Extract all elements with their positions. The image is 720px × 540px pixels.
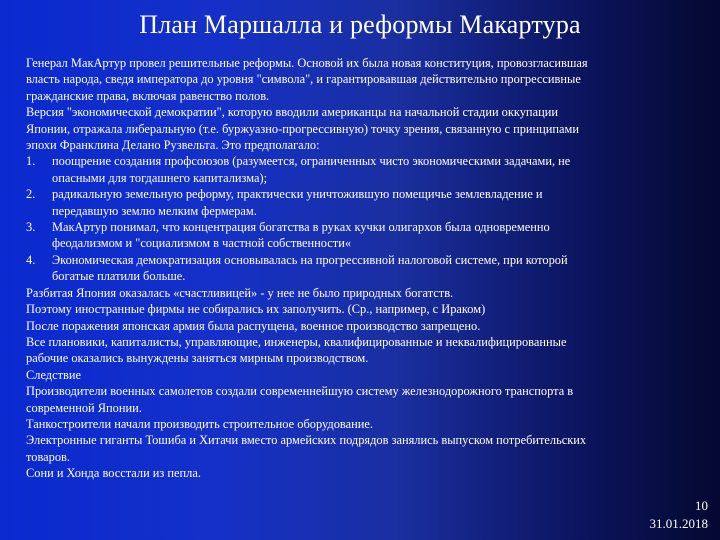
slide-title: План Маршалла и реформы Макартура	[139, 10, 581, 39]
body-line: эпохи Франклина Делано Рузвельта. Это предполагало:	[26, 138, 320, 153]
body-line: власть народа, сведя императора до уровня "символа", и гарантировавшая действительно прогрессивные	[26, 72, 581, 87]
body-line: рабочие оказались вынуждены заняться мирным производством.	[26, 351, 369, 366]
list-item	[26, 219, 706, 235]
list-number: 1.	[26, 154, 36, 169]
body-line: товаров.	[26, 449, 70, 464]
body-line: Электронные гиганты Тошиба и Хитачи вместо армейских подрядов занялись выпуском потребительских	[26, 433, 587, 448]
list-number: 3.	[26, 220, 36, 235]
body-line: Танкостроители начали производить строительное оборудование.	[26, 416, 373, 431]
body-line: Сони и Хонда восстали из пепла.	[26, 466, 201, 481]
body-line: Разбитая Япония оказалась «счастливицей» - у нее не было природных богатств.	[26, 285, 454, 300]
list-text: поощрение создания профсоюзов (разумеется, ограниченных чисто экономическими задачами, не	[52, 154, 571, 169]
body-line: гражданские права, включая равенство полов.	[26, 88, 270, 103]
body-line: современной Японии.	[26, 400, 142, 415]
slide-date: 31.01.2018	[649, 516, 708, 531]
list-continuation: передавшую землю мелким фермерам.	[52, 203, 257, 218]
slide-body	[26, 55, 706, 482]
list-item	[26, 186, 706, 202]
list-continuation: опасными для тогдашнего капитализма);	[52, 170, 268, 185]
list-text: МакАртур понимал, что концентрация богатства в руках кучки олигархов была одновременно	[52, 220, 550, 235]
list-text: Экономическая демократизация основывалась на прогрессивной налоговой системе, при которой	[52, 252, 568, 267]
list-item	[26, 153, 706, 169]
body-line: Японии, отражала либеральную (т.е. буржуазно-прогрессивную) точку зрения, связанную с принципами	[26, 121, 580, 136]
body-line: Версия "экономической демократии", которую вводили американцы на начальной стадии оккупации	[26, 105, 558, 120]
body-line: Генерал МакАртур провел решительные реформы. Основой их была новая конституция, провозгласившая	[26, 56, 588, 70]
list-continuation: богатые платили больше.	[52, 269, 186, 284]
list-text: радикальную земельную реформу, практически уничтожившую помещичье землевладение и	[52, 187, 543, 202]
list-number: 2.	[26, 187, 36, 202]
list-number: 4.	[26, 252, 36, 267]
body-line: Производители военных самолетов создали современнейшую систему железнодорожного транспорта в	[26, 384, 574, 399]
list-continuation: феодализмом и "социализмом в частной собственности«	[52, 236, 352, 251]
body-line: После поражения японская армия была распущена, военное производство запрещено.	[26, 318, 481, 333]
body-line: Поэтому иностранные фирмы не собирались их заполучить. (Ср., например, с Ираком)	[26, 302, 486, 317]
list-item	[26, 252, 706, 268]
slide-number: 10	[695, 498, 708, 513]
body-line: Следствие	[26, 367, 81, 382]
body-line: Все плановики, капиталисты, управляющие, инженеры, квалифицированные и неквалифицированные	[26, 334, 567, 349]
